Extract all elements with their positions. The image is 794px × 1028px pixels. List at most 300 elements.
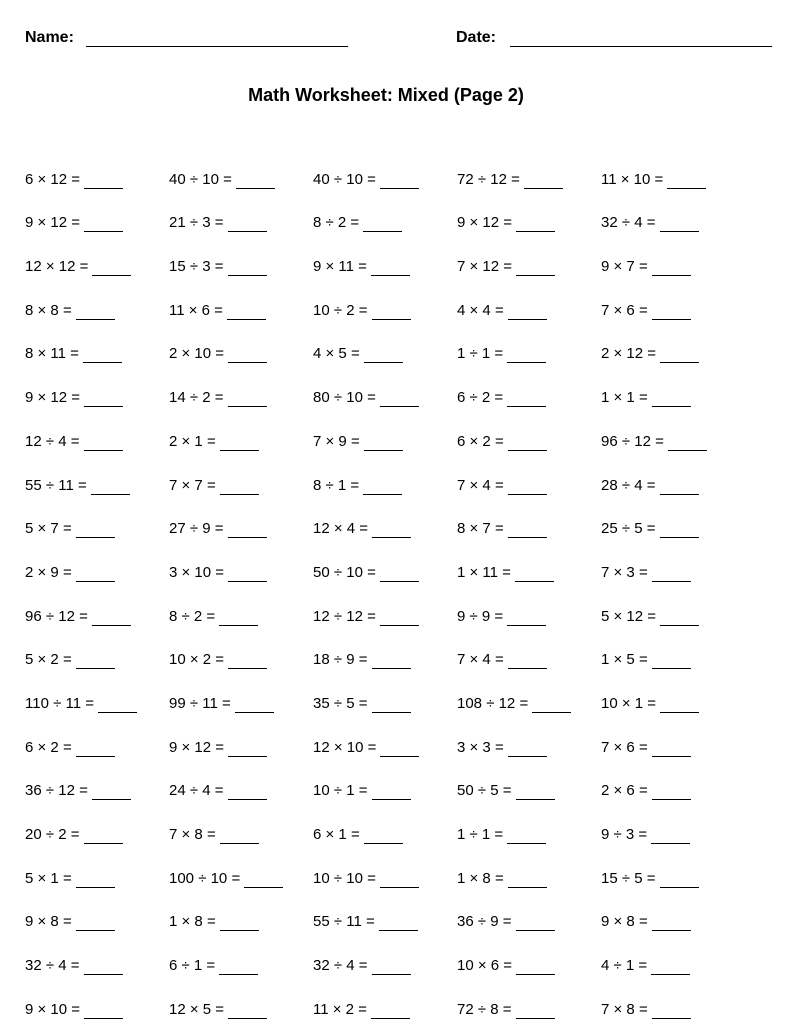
answer-blank[interactable] xyxy=(652,785,691,800)
answer-blank[interactable] xyxy=(363,480,402,495)
problem-text: 15 ÷ 3 = xyxy=(169,258,224,276)
problem-text: 7 × 6 = xyxy=(601,738,648,756)
problem-item xyxy=(601,232,745,276)
answer-blank[interactable] xyxy=(76,305,115,320)
problem-text: 35 ÷ 5 = xyxy=(313,694,368,712)
problem-item xyxy=(601,669,745,713)
problem-text: 32 ÷ 4 = xyxy=(313,957,368,975)
answer-blank[interactable] xyxy=(508,523,547,538)
problem-text: 8 × 8 = xyxy=(25,301,72,319)
problem-text: 2 × 6 = xyxy=(601,782,648,800)
problem-text: 4 ÷ 1 = xyxy=(601,957,648,975)
answer-blank[interactable] xyxy=(652,392,691,407)
problem-item xyxy=(313,975,457,1019)
problem-text: 72 ÷ 12 = xyxy=(457,170,520,188)
date-field xyxy=(456,28,772,47)
problem-text: 11 × 2 = xyxy=(313,1000,367,1018)
problem-text: 8 × 11 = xyxy=(25,345,79,363)
problem-text: 8 ÷ 2 = xyxy=(169,607,216,625)
problem-item xyxy=(601,713,745,757)
problem-text: 80 ÷ 10 = xyxy=(313,389,376,407)
answer-blank[interactable] xyxy=(84,392,123,407)
worksheet-title: Math Worksheet: Mixed (Page 2) xyxy=(248,85,524,105)
answer-blank[interactable] xyxy=(228,348,267,363)
problem-item xyxy=(169,669,313,713)
answer-blank[interactable] xyxy=(76,916,115,931)
answer-blank[interactable] xyxy=(228,567,267,582)
answer-blank[interactable] xyxy=(660,873,699,888)
problem-text: 7 × 3 = xyxy=(601,563,648,581)
problem-text: 36 ÷ 9 = xyxy=(457,913,512,931)
problem-item xyxy=(169,844,313,888)
problem-item xyxy=(457,538,601,582)
problem-item xyxy=(601,495,745,539)
problem-item xyxy=(601,888,745,932)
problem-text: 3 × 10 = xyxy=(169,563,225,581)
problem-text: 25 ÷ 5 = xyxy=(601,520,656,538)
answer-blank[interactable] xyxy=(220,916,259,931)
answer-blank[interactable] xyxy=(652,916,691,931)
problem-item xyxy=(25,495,169,539)
answer-blank[interactable] xyxy=(228,742,267,757)
problem-text: 24 ÷ 4 = xyxy=(169,782,224,800)
answer-blank[interactable] xyxy=(84,829,123,844)
problem-text: 12 × 4 = xyxy=(313,520,369,538)
problem-text: 2 × 1 = xyxy=(169,432,216,450)
problem-item xyxy=(601,582,745,626)
problem-item xyxy=(25,844,169,888)
problem-text: 5 × 2 = xyxy=(25,651,72,669)
problem-item xyxy=(169,713,313,757)
problem-item xyxy=(169,888,313,932)
problem-item xyxy=(313,800,457,844)
answer-blank[interactable] xyxy=(508,873,547,888)
answer-blank[interactable] xyxy=(84,217,123,232)
problem-item xyxy=(601,538,745,582)
answer-blank[interactable] xyxy=(92,261,131,276)
answer-blank[interactable] xyxy=(380,873,419,888)
problem-text: 32 ÷ 4 = xyxy=(25,957,80,975)
answer-blank[interactable] xyxy=(76,567,115,582)
answer-blank[interactable] xyxy=(372,305,411,320)
problem-text: 12 ÷ 4 = xyxy=(25,432,80,450)
problem-text: 2 × 10 = xyxy=(169,345,225,363)
problem-text: 7 × 4 = xyxy=(457,651,504,669)
problem-item xyxy=(601,276,745,320)
answer-blank[interactable] xyxy=(228,392,267,407)
problem-item xyxy=(25,189,169,233)
problem-text: 9 ÷ 9 = xyxy=(457,607,504,625)
answer-blank[interactable] xyxy=(668,436,707,451)
problem-item xyxy=(169,538,313,582)
answer-blank[interactable] xyxy=(364,348,403,363)
problem-item xyxy=(169,407,313,451)
answer-blank[interactable] xyxy=(524,174,563,189)
problem-item xyxy=(169,800,313,844)
problem-item xyxy=(169,363,313,407)
problem-item xyxy=(601,931,745,975)
problem-text: 9 × 11 = xyxy=(313,258,367,276)
problem-text: 3 × 3 = xyxy=(457,738,504,756)
problem-text: 9 × 12 = xyxy=(25,389,81,407)
problem-text: 10 ÷ 2 = xyxy=(313,301,368,319)
problem-item xyxy=(313,931,457,975)
problem-item xyxy=(601,844,745,888)
problem-text: 9 × 12 = xyxy=(169,738,225,756)
problem-item xyxy=(169,145,313,189)
problem-item xyxy=(313,145,457,189)
answer-blank[interactable] xyxy=(84,174,123,189)
answer-blank[interactable] xyxy=(516,960,555,975)
problem-text: 9 × 8 = xyxy=(25,913,72,931)
problem-item xyxy=(601,189,745,233)
problem-item xyxy=(313,538,457,582)
problem-item xyxy=(457,669,601,713)
problem-grid xyxy=(25,145,745,1019)
answer-blank[interactable] xyxy=(98,698,137,713)
answer-blank[interactable] xyxy=(76,654,115,669)
problem-text: 110 ÷ 11 = xyxy=(25,694,94,712)
problem-item xyxy=(457,145,601,189)
problem-text: 5 × 12 = xyxy=(601,607,657,625)
problem-item xyxy=(25,538,169,582)
problem-item xyxy=(457,320,601,364)
problem-text: 72 ÷ 8 = xyxy=(457,1000,512,1018)
problem-item xyxy=(169,189,313,233)
problem-item xyxy=(457,407,601,451)
problem-item xyxy=(601,363,745,407)
answer-blank[interactable] xyxy=(660,698,699,713)
problem-text: 99 ÷ 11 = xyxy=(169,694,231,712)
problem-text: 55 ÷ 11 = xyxy=(25,476,87,494)
problem-text: 10 × 6 = xyxy=(457,957,513,975)
answer-blank[interactable] xyxy=(76,742,115,757)
answer-blank[interactable] xyxy=(660,523,699,538)
problem-text: 27 ÷ 9 = xyxy=(169,520,224,538)
answer-blank[interactable] xyxy=(380,392,419,407)
answer-blank[interactable] xyxy=(507,348,546,363)
problem-text: 2 × 12 = xyxy=(601,345,657,363)
problem-item xyxy=(25,145,169,189)
problem-text: 5 × 1 = xyxy=(25,869,72,887)
problem-text: 2 × 9 = xyxy=(25,563,72,581)
problem-item xyxy=(601,975,745,1019)
problem-text: 6 ÷ 2 = xyxy=(457,389,504,407)
answer-blank[interactable] xyxy=(651,960,690,975)
problem-text: 20 ÷ 2 = xyxy=(25,826,80,843)
problem-item xyxy=(313,713,457,757)
problem-item xyxy=(457,451,601,495)
problem-item xyxy=(169,582,313,626)
problem-item xyxy=(313,626,457,670)
problem-item xyxy=(313,232,457,276)
problem-item xyxy=(169,320,313,364)
answer-blank[interactable] xyxy=(371,261,410,276)
answer-blank[interactable] xyxy=(371,1004,410,1019)
problem-text: 9 × 12 = xyxy=(25,214,81,232)
problem-text: 12 ÷ 12 = xyxy=(313,607,376,625)
name-field xyxy=(25,28,348,47)
problem-item xyxy=(601,145,745,189)
answer-blank[interactable] xyxy=(372,960,411,975)
answer-blank[interactable] xyxy=(84,960,123,975)
answer-blank[interactable] xyxy=(379,916,418,931)
problem-item xyxy=(25,888,169,932)
problem-item xyxy=(313,276,457,320)
problem-text: 6 × 12 = xyxy=(25,170,81,188)
problem-text: 50 ÷ 5 = xyxy=(457,782,512,800)
answer-blank[interactable] xyxy=(92,785,131,800)
answer-blank[interactable] xyxy=(228,217,267,232)
answer-blank[interactable] xyxy=(380,742,419,757)
problem-text: 8 × 7 = xyxy=(457,520,504,538)
problem-item xyxy=(457,626,601,670)
answer-blank[interactable] xyxy=(660,348,699,363)
problem-item xyxy=(169,495,313,539)
answer-blank[interactable] xyxy=(508,436,547,451)
problem-item xyxy=(601,407,745,451)
problem-text: 108 ÷ 12 = xyxy=(457,694,529,712)
problem-text: 6 × 2 = xyxy=(457,432,504,450)
problem-item xyxy=(313,451,457,495)
answer-blank[interactable] xyxy=(220,829,259,844)
problem-item xyxy=(25,626,169,670)
date-blank-line[interactable] xyxy=(510,28,772,47)
problem-item xyxy=(313,669,457,713)
answer-blank[interactable] xyxy=(651,829,690,844)
answer-blank[interactable] xyxy=(532,698,571,713)
problem-item xyxy=(25,582,169,626)
answer-blank[interactable] xyxy=(508,480,547,495)
problem-item xyxy=(169,975,313,1019)
answer-blank[interactable] xyxy=(228,654,267,669)
problem-text: 21 ÷ 3 = xyxy=(169,214,224,232)
problem-text: 6 × 2 = xyxy=(25,738,72,756)
problem-item xyxy=(601,757,745,801)
answer-blank[interactable] xyxy=(660,217,699,232)
problem-text: 10 × 1 = xyxy=(601,694,657,712)
answer-blank[interactable] xyxy=(228,523,267,538)
answer-blank[interactable] xyxy=(372,523,411,538)
answer-blank[interactable] xyxy=(236,174,275,189)
problem-item xyxy=(169,626,313,670)
problem-text: 1 × 8 = xyxy=(169,913,216,931)
problem-item xyxy=(25,407,169,451)
problem-text: 18 ÷ 9 = xyxy=(313,651,368,669)
answer-blank[interactable] xyxy=(507,829,546,844)
answer-blank[interactable] xyxy=(508,742,547,757)
problem-text: 36 ÷ 12 = xyxy=(25,782,88,800)
answer-blank[interactable] xyxy=(372,698,411,713)
problem-text: 40 ÷ 10 = xyxy=(169,170,232,188)
problem-text: 14 ÷ 2 = xyxy=(169,389,224,407)
problem-text: 7 × 6 = xyxy=(601,301,648,319)
answer-blank[interactable] xyxy=(363,217,402,232)
answer-blank[interactable] xyxy=(91,480,130,495)
problem-item xyxy=(457,232,601,276)
answer-blank[interactable] xyxy=(219,611,258,626)
problem-item xyxy=(457,757,601,801)
answer-blank[interactable] xyxy=(219,960,258,975)
problem-text: 7 × 4 = xyxy=(457,476,504,494)
answer-blank[interactable] xyxy=(227,305,266,320)
problem-item xyxy=(313,189,457,233)
problem-text: 1 ÷ 1 = xyxy=(457,345,504,363)
problem-item xyxy=(457,582,601,626)
problem-item xyxy=(601,320,745,364)
problem-text: 7 × 8 = xyxy=(169,826,216,843)
problem-text: 15 ÷ 5 = xyxy=(601,869,656,887)
answer-blank[interactable] xyxy=(516,261,555,276)
problem-text: 9 ÷ 3 = xyxy=(601,826,648,843)
problem-item xyxy=(25,713,169,757)
answer-blank[interactable] xyxy=(76,873,115,888)
answer-blank[interactable] xyxy=(235,698,274,713)
problem-item xyxy=(313,320,457,364)
answer-blank[interactable] xyxy=(660,611,699,626)
problem-text: 32 ÷ 4 = xyxy=(601,214,656,232)
answer-blank[interactable] xyxy=(380,567,419,582)
answer-blank[interactable] xyxy=(516,916,555,931)
problem-text: 1 × 5 = xyxy=(601,651,648,669)
answer-blank[interactable] xyxy=(516,217,555,232)
problem-text: 7 × 7 = xyxy=(169,476,216,494)
name-blank-line[interactable] xyxy=(86,28,348,47)
problem-item xyxy=(169,931,313,975)
problem-item xyxy=(601,451,745,495)
answer-blank[interactable] xyxy=(660,480,699,495)
problem-text: 40 ÷ 10 = xyxy=(313,170,376,188)
answer-blank[interactable] xyxy=(228,261,267,276)
worksheet-header xyxy=(25,28,776,52)
problem-text: 1 × 1 = xyxy=(601,389,648,407)
problem-item xyxy=(313,495,457,539)
problem-item xyxy=(457,931,601,975)
problem-item xyxy=(25,800,169,844)
problem-item xyxy=(313,757,457,801)
problem-text: 6 × 1 = xyxy=(313,826,360,843)
answer-blank[interactable] xyxy=(364,829,403,844)
problem-text: 12 × 12 = xyxy=(25,258,89,276)
problem-item xyxy=(457,844,601,888)
problem-item xyxy=(457,713,601,757)
answer-blank[interactable] xyxy=(508,654,547,669)
answer-blank[interactable] xyxy=(652,567,691,582)
problem-item xyxy=(25,276,169,320)
problem-item xyxy=(457,975,601,1019)
answer-blank[interactable] xyxy=(380,611,419,626)
answer-blank[interactable] xyxy=(372,785,411,800)
problem-item xyxy=(457,363,601,407)
answer-blank[interactable] xyxy=(364,436,403,451)
problem-item xyxy=(25,363,169,407)
problem-text: 9 × 12 = xyxy=(457,214,513,232)
answer-blank[interactable] xyxy=(220,480,259,495)
answer-blank[interactable] xyxy=(84,1004,123,1019)
problem-text: 7 × 9 = xyxy=(313,432,360,450)
problem-text: 12 × 10 = xyxy=(313,738,377,756)
problem-item xyxy=(25,757,169,801)
problem-text: 4 × 4 = xyxy=(457,301,504,319)
problem-text: 96 ÷ 12 = xyxy=(601,432,664,450)
answer-blank[interactable] xyxy=(652,1004,691,1019)
problem-item xyxy=(313,582,457,626)
problem-item xyxy=(169,451,313,495)
answer-blank[interactable] xyxy=(652,305,691,320)
answer-blank[interactable] xyxy=(652,261,691,276)
answer-blank[interactable] xyxy=(380,174,419,189)
problem-text: 12 × 5 = xyxy=(169,1000,225,1018)
problem-item xyxy=(601,626,745,670)
answer-blank[interactable] xyxy=(507,611,546,626)
answer-blank[interactable] xyxy=(372,654,411,669)
problem-text: 10 ÷ 1 = xyxy=(313,782,368,800)
answer-blank[interactable] xyxy=(667,174,706,189)
answer-blank[interactable] xyxy=(244,873,283,888)
answer-blank[interactable] xyxy=(220,436,259,451)
problem-text: 10 × 2 = xyxy=(169,651,225,669)
answer-blank[interactable] xyxy=(652,654,691,669)
answer-blank[interactable] xyxy=(652,742,691,757)
problem-item xyxy=(25,669,169,713)
answer-blank[interactable] xyxy=(84,436,123,451)
problem-text: 55 ÷ 11 = xyxy=(313,913,375,931)
answer-blank[interactable] xyxy=(83,348,122,363)
problem-text: 6 ÷ 1 = xyxy=(169,957,216,975)
problem-item xyxy=(457,276,601,320)
problem-text: 1 ÷ 1 = xyxy=(457,826,504,843)
problem-item xyxy=(169,276,313,320)
answer-blank[interactable] xyxy=(516,785,555,800)
problem-item xyxy=(169,757,313,801)
problem-text: 4 × 5 = xyxy=(313,345,360,363)
answer-blank[interactable] xyxy=(515,567,554,582)
problem-text: 96 ÷ 12 = xyxy=(25,607,88,625)
problem-item xyxy=(25,451,169,495)
answer-blank[interactable] xyxy=(76,523,115,538)
problem-text: 11 × 6 = xyxy=(169,301,223,319)
answer-blank[interactable] xyxy=(92,611,131,626)
problem-item xyxy=(457,888,601,932)
problem-text: 10 ÷ 10 = xyxy=(313,869,376,887)
problem-item xyxy=(169,232,313,276)
problem-text: 11 × 10 = xyxy=(601,170,664,188)
problem-text: 1 × 8 = xyxy=(457,869,504,887)
answer-blank[interactable] xyxy=(228,785,267,800)
problem-item xyxy=(313,844,457,888)
date-label: Date: xyxy=(456,29,497,46)
problem-item xyxy=(601,800,745,844)
problem-item xyxy=(25,232,169,276)
problem-text: 50 ÷ 10 = xyxy=(313,563,376,581)
problem-item xyxy=(457,189,601,233)
problem-item xyxy=(25,320,169,364)
problem-item xyxy=(457,800,601,844)
answer-blank[interactable] xyxy=(507,392,546,407)
problem-text: 100 ÷ 10 = xyxy=(169,869,241,887)
answer-blank[interactable] xyxy=(508,305,547,320)
problem-text: 8 ÷ 2 = xyxy=(313,214,360,232)
problem-item xyxy=(457,495,601,539)
problem-text: 1 × 11 = xyxy=(457,563,511,581)
name-label: Name: xyxy=(25,29,74,46)
problem-item xyxy=(313,888,457,932)
problem-item xyxy=(313,407,457,451)
answer-blank[interactable] xyxy=(516,1004,555,1019)
answer-blank[interactable] xyxy=(228,1004,267,1019)
problem-text: 9 × 8 = xyxy=(601,913,648,931)
problem-text: 9 × 7 = xyxy=(601,258,648,276)
